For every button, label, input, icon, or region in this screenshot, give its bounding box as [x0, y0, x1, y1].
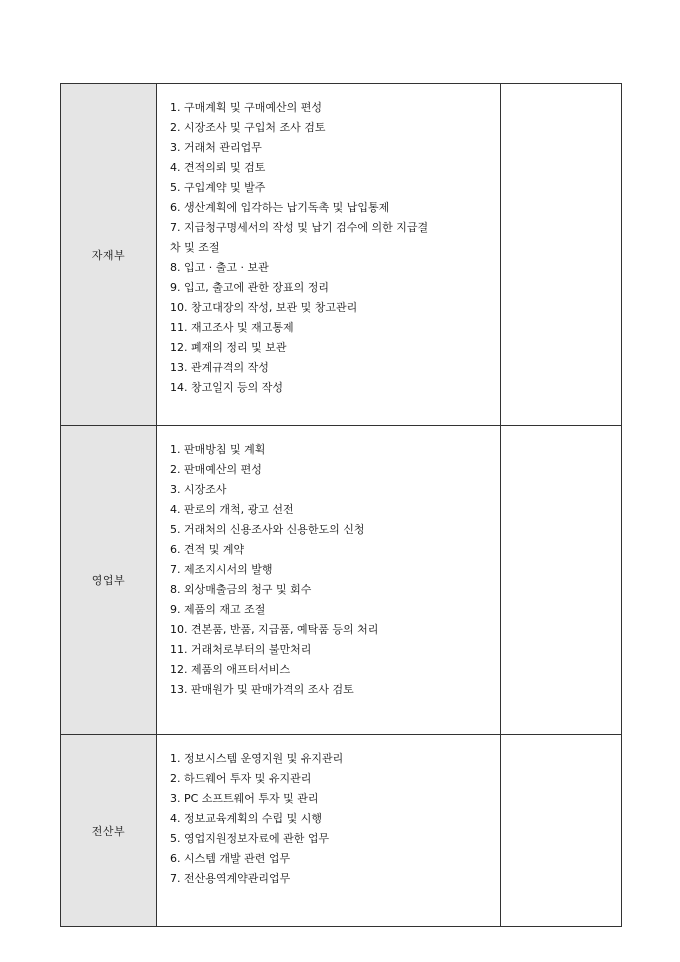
duty-item: 6. 시스템 개발 관련 업무 [170, 852, 291, 865]
duty-item: 2. 시장조사 및 구입처 조사 검토 [170, 121, 326, 134]
duty-item: 1. 구매계획 및 구매예산의 편성 [170, 101, 322, 114]
duty-item: 9. 입고, 출고에 관한 장표의 정리 [170, 281, 329, 294]
duty-item: 6. 생산계획에 입각하는 납기독촉 및 납입통제 [170, 201, 390, 214]
duty-item: 3. 시장조사 [170, 483, 227, 496]
duty-item: 1. 정보시스템 운영지원 및 유지관리 [170, 752, 344, 765]
duties-cell [157, 426, 501, 735]
duty-item: 4. 정보교육계획의 수립 및 시행 [170, 812, 322, 825]
duty-item: 3. PC 소프트웨어 투자 및 관리 [170, 792, 319, 805]
duty-item: 2. 하드웨어 투자 및 유지관리 [170, 772, 312, 785]
duty-item: 10. 창고대장의 작성, 보관 및 창고관리 [170, 301, 358, 314]
department-name-cell: 영업부 [61, 426, 157, 735]
duty-item: 12. 제품의 애프터서비스 [170, 663, 291, 676]
department-duties-table [60, 83, 622, 927]
duty-item: 2. 판매예산의 편성 [170, 463, 262, 476]
note-cell [501, 84, 622, 426]
duty-item: 9. 제품의 재고 조절 [170, 603, 266, 616]
duty-item: 6. 견적 및 계약 [170, 543, 245, 556]
duty-item: 5. 거래처의 신용조사와 신용한도의 신청 [170, 523, 365, 536]
duties-cell [157, 735, 501, 927]
duty-item: 7. 전산용역계약관리업무 [170, 872, 291, 885]
duty-item: 8. 외상매출금의 청구 및 회수 [170, 583, 312, 596]
duty-item: 7. 지급청구명세서의 작성 및 납기 검수에 의한 지급결 [170, 221, 429, 234]
duty-item: 14. 창고일지 등의 작성 [170, 381, 283, 394]
table-row-it [61, 735, 622, 927]
duty-item: 3. 거래처 관리업무 [170, 141, 262, 154]
duty-item: 7. 제조지시서의 발행 [170, 563, 273, 576]
duty-item: 차 및 조절 [170, 241, 220, 254]
duty-item: 13. 관계규격의 작성 [170, 361, 269, 374]
table-row-sales [61, 426, 622, 735]
duties-cell [157, 84, 501, 426]
duty-item: 8. 입고 · 출고 · 보관 [170, 261, 269, 274]
duty-item: 12. 폐재의 정리 및 보관 [170, 341, 287, 354]
duty-item: 5. 구입계약 및 발주 [170, 181, 266, 194]
table-row-materials [61, 84, 622, 426]
department-name-cell: 자재부 [61, 84, 157, 426]
duties-list [170, 749, 500, 889]
duty-item: 4. 견적의뢰 및 검토 [170, 161, 266, 174]
duty-item: 11. 재고조사 및 재고통제 [170, 321, 294, 334]
note-cell [501, 735, 622, 927]
department-name-cell: 전산부 [61, 735, 157, 927]
note-cell [501, 426, 622, 735]
duty-item: 13. 판매원가 및 판매가격의 조사 검토 [170, 683, 354, 696]
duty-item: 1. 판매방침 및 계획 [170, 443, 266, 456]
duties-list [170, 440, 500, 700]
duty-item: 4. 판로의 개척, 광고 선전 [170, 503, 294, 516]
duty-item: 5. 영업지원정보자료에 관한 업무 [170, 832, 330, 845]
duties-list [170, 98, 500, 398]
duty-item: 11. 거래처로부터의 불만처리 [170, 643, 312, 656]
duty-item: 10. 견본품, 반품, 지급품, 예탁품 등의 처리 [170, 623, 379, 636]
